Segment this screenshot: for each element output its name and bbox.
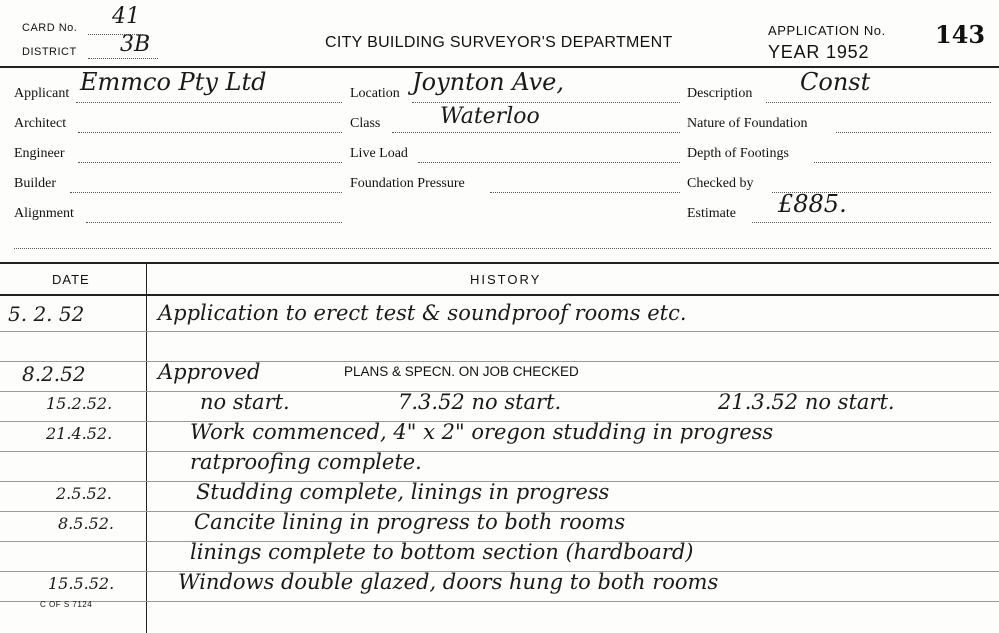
row-date: 15.5.52. bbox=[48, 574, 115, 593]
row-history: Approved bbox=[158, 360, 261, 384]
applicant-value: Emmco Pty Ltd bbox=[80, 68, 267, 96]
location-line2: Waterloo bbox=[440, 104, 540, 129]
date-column-divider bbox=[146, 264, 147, 633]
district-label: DISTRICT bbox=[22, 46, 77, 58]
row-history-3: 21.3.52 no start. bbox=[718, 390, 895, 414]
row-history: no start. bbox=[200, 390, 290, 414]
row-history: Cancite lining in progress to both rooms bbox=[194, 510, 626, 534]
row-date: 5. 2. 52 bbox=[8, 302, 85, 326]
header-row-divider bbox=[0, 294, 999, 296]
class-label: Class bbox=[350, 116, 381, 131]
form-code: C OF S 7124 bbox=[40, 600, 93, 609]
row-date: 15.2.52. bbox=[46, 394, 113, 413]
estimate-label: Estimate bbox=[687, 206, 736, 221]
year-label: YEAR 1952 bbox=[768, 42, 870, 62]
alignment-label: Alignment bbox=[14, 206, 74, 221]
row-history: Work commenced, 4" x 2" oregon studding in progress bbox=[190, 420, 774, 444]
location-line1: Joynton Ave, bbox=[412, 68, 565, 96]
builder-label: Builder bbox=[14, 176, 56, 191]
card-no-value: 41 bbox=[112, 4, 140, 29]
date-column-header: DATE bbox=[52, 272, 90, 287]
plans-checked-stamp: PLANS & SPECN. ON JOB CHECKED bbox=[344, 364, 579, 379]
architect-label: Architect bbox=[14, 116, 67, 131]
history-column-header: HISTORY bbox=[470, 272, 542, 287]
card-no-label: CARD No. bbox=[22, 22, 78, 34]
applicant-label: Applicant bbox=[14, 86, 70, 101]
estimate-value: £885. bbox=[778, 190, 847, 218]
checked-by-label: Checked by bbox=[687, 176, 754, 191]
row-history: ratproofing complete. bbox=[190, 450, 422, 474]
description-label: Description bbox=[687, 86, 753, 101]
row-history-2: 7.3.52 no start. bbox=[398, 390, 562, 414]
application-no-value: 143 bbox=[935, 20, 986, 49]
engineer-label: Engineer bbox=[14, 146, 65, 161]
application-no-label: APPLICATION No. bbox=[768, 23, 886, 38]
district-value: 3B bbox=[120, 32, 151, 57]
nature-of-foundation-label: Nature of Foundation bbox=[687, 116, 808, 131]
row-history: Studding complete, linings in progress bbox=[196, 480, 610, 504]
depth-of-footings-label: Depth of Footings bbox=[687, 146, 789, 161]
location-label: Location bbox=[350, 86, 400, 101]
row-history: Windows double glazed, doors hung to both rooms bbox=[178, 570, 719, 594]
fields-divider bbox=[0, 262, 999, 264]
row-date: 8.5.52. bbox=[58, 514, 114, 533]
row-date: 21.4.52. bbox=[46, 424, 113, 443]
foundation-pressure-label: Foundation Pressure bbox=[350, 176, 465, 191]
description-value: Const bbox=[800, 68, 871, 96]
row-date: 2.5.52. bbox=[56, 484, 112, 503]
row-history: Application to erect test & soundproof rooms etc. bbox=[158, 301, 687, 325]
department-title: CITY BUILDING SURVEYOR'S DEPARTMENT bbox=[325, 34, 673, 51]
live-load-label: Live Load bbox=[350, 146, 408, 161]
row-history: linings complete to bottom section (hardboard) bbox=[190, 540, 694, 564]
row-date: 8.2.52 bbox=[22, 362, 86, 386]
